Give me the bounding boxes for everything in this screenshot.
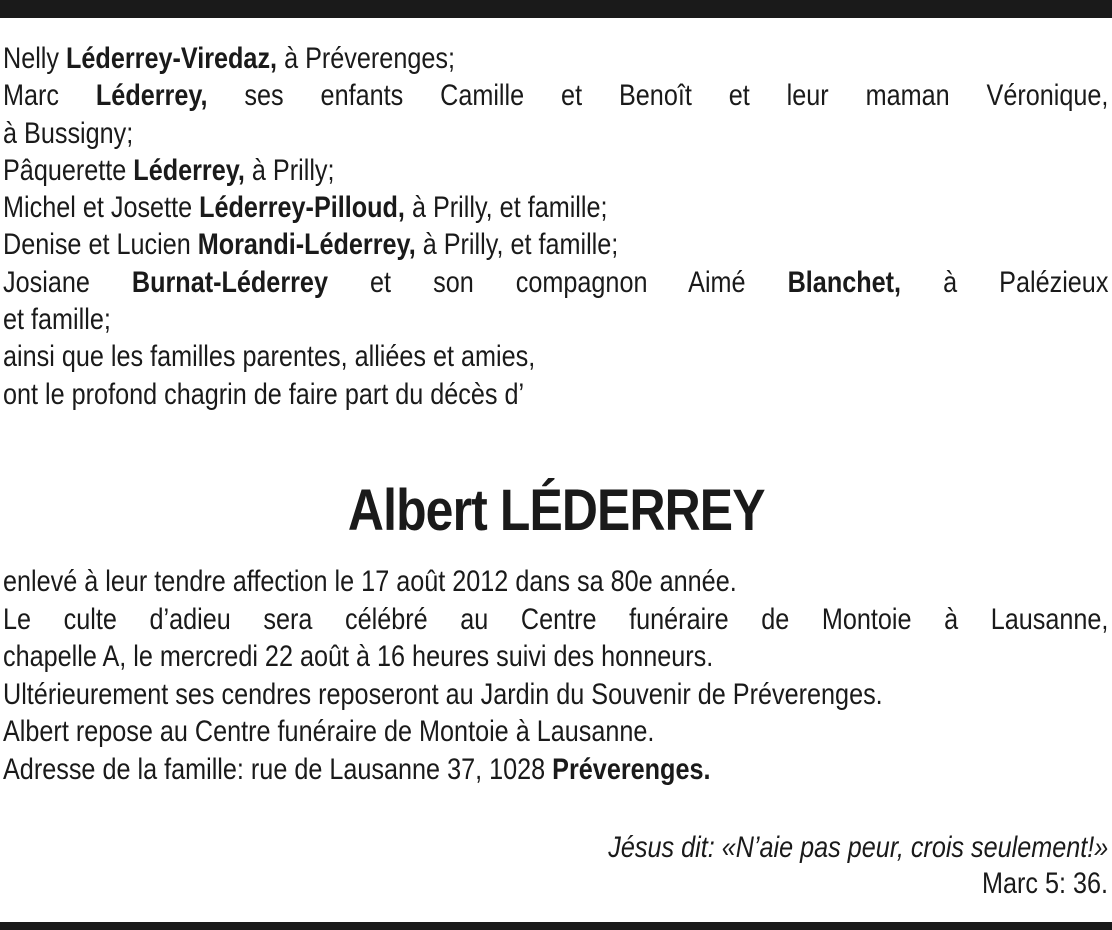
- family-name: Léderrey,: [133, 153, 245, 187]
- family-name: Burnat-Léderrey: [131, 265, 328, 299]
- family-line: [3, 152, 1108, 189]
- family-name: Léderrey-Viredaz,: [66, 42, 278, 75]
- family-text: Michel et Josette: [3, 191, 200, 225]
- family-text: Josiane: [3, 265, 132, 299]
- family-text: Pâquerette: [3, 153, 134, 187]
- family-text: Marc: [3, 79, 96, 113]
- deceased-name: [0, 474, 1112, 548]
- family-line: [3, 264, 1108, 301]
- family-name: Léderrey-Pilloud,: [199, 191, 405, 225]
- family-text: et famille;: [3, 303, 111, 337]
- family-text: à Prilly, et famille;: [404, 191, 608, 225]
- details: [3, 563, 1108, 788]
- details-line: chapelle A, le mercredi 22 août à 16 heures suivi des honneurs.: [3, 640, 714, 673]
- family-line: [3, 376, 1108, 413]
- family-text: à Prilly, et famille;: [415, 228, 619, 262]
- details-line: Albert repose au Centre funéraire de Montoie à Lausanne.: [3, 715, 655, 748]
- family-text: à Bussigny;: [3, 116, 134, 150]
- deceased-name-text: Albert LÉDERREY: [347, 478, 765, 543]
- family-list: [3, 40, 1108, 413]
- family-text: ainsi que les familles parentes, alliées et amies,: [3, 340, 536, 374]
- address-text: Adresse de la famille: rue de Lausanne 37, 1028: [3, 752, 553, 786]
- verse-reference: Marc 5: 36.: [981, 867, 1108, 900]
- family-text: ses enfants Camille et Benoît et leur maman Véronique,: [207, 79, 1109, 113]
- family-text: Denise et Lucien: [3, 228, 198, 262]
- family-text: et son compagnon Aimé: [327, 265, 788, 299]
- family-text: à Palézieux: [901, 265, 1109, 299]
- family-text: ont le profond chagrin de faire part du décès d’: [3, 377, 525, 411]
- verse-quote: Jésus dit: «N’aie pas peur, crois seulement!»: [607, 831, 1108, 864]
- family-line: [3, 301, 1108, 338]
- details-line: Le culte d’adieu sera célébré au Centre funéraire de Montoie à Lausanne,: [3, 602, 1109, 636]
- address-line: [3, 751, 1108, 789]
- bottom-rule: [0, 922, 1112, 930]
- details-line: Ultérieurement ses cendres reposeront au Jardin du Souvenir de Préverenges.: [3, 677, 883, 711]
- family-line: [3, 226, 1108, 263]
- family-text: à Préverenges;: [277, 42, 455, 75]
- family-line: [3, 338, 1108, 375]
- address-town: Préverenges.: [552, 752, 711, 786]
- family-name: Morandi-Léderrey,: [197, 228, 416, 262]
- family-name: Léderrey,: [95, 79, 208, 113]
- family-text: Nelly: [3, 42, 67, 75]
- family-line: [3, 115, 1108, 152]
- bible-verse: [513, 830, 1108, 902]
- family-text: à Prilly;: [244, 153, 335, 187]
- family-line: [3, 40, 1108, 77]
- family-name: Blanchet,: [787, 265, 902, 299]
- family-line: [3, 77, 1108, 114]
- details-line: enlevé à leur tendre affection le 17 août 2012 dans sa 80e année.: [3, 565, 737, 598]
- family-line: [3, 189, 1108, 226]
- top-rule: [0, 0, 1112, 18]
